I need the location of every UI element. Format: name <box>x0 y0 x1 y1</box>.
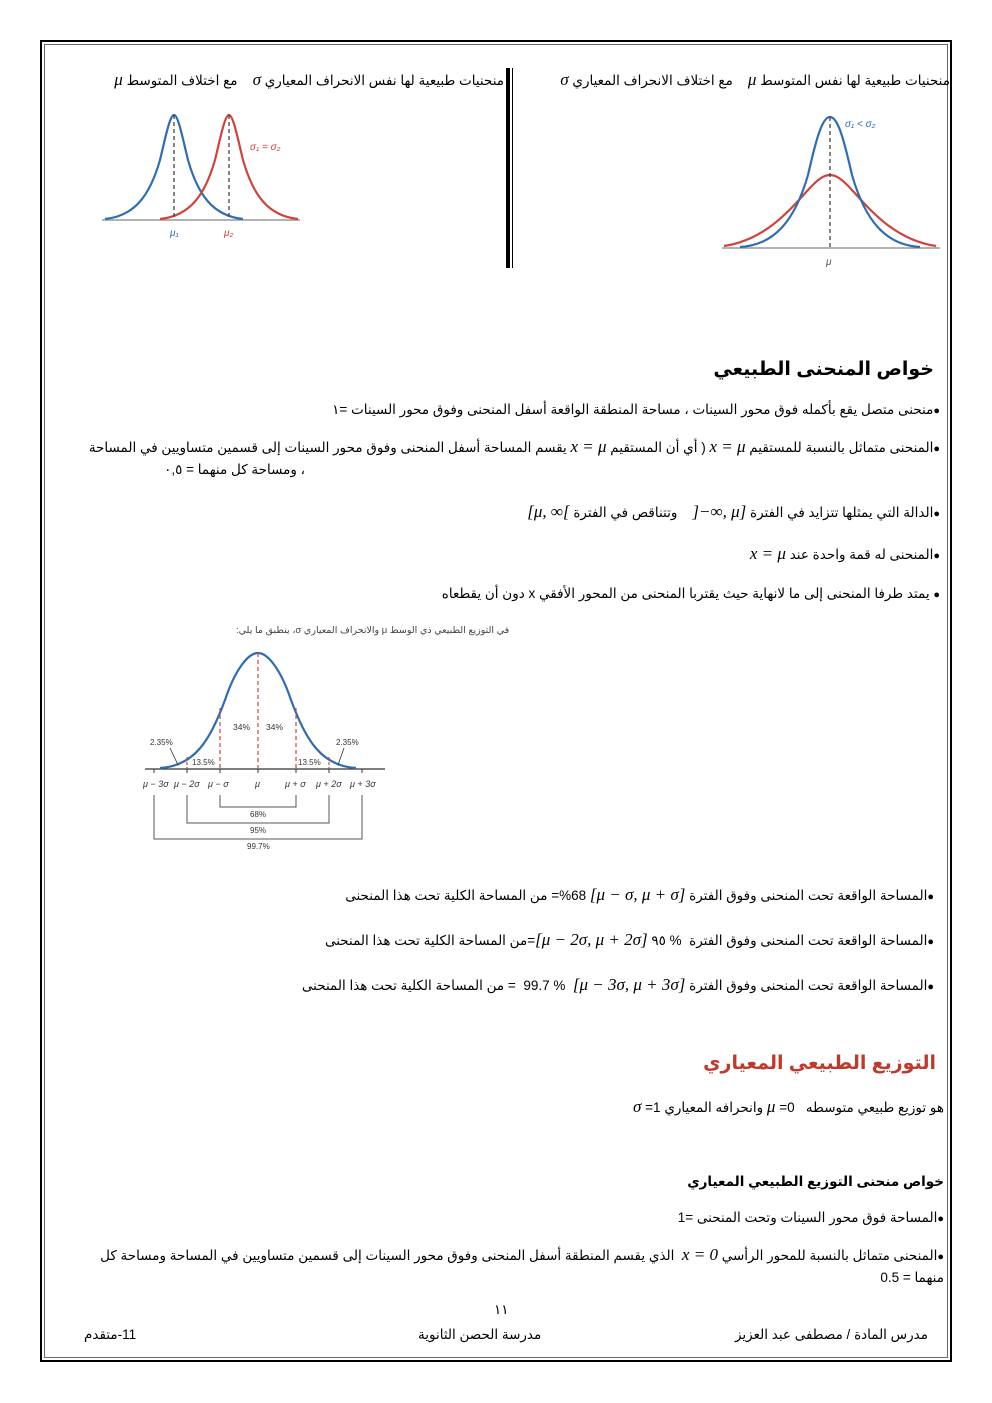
area-statement-2 <box>325 930 934 950</box>
bullet-icon: ● <box>933 443 940 455</box>
footer-teacher: مدرس المادة / مصطفى عبد العزيز <box>734 1327 928 1342</box>
pct-mid-left: 13.5% <box>192 758 215 767</box>
property-text: المنحنى متماثل بالنسبة للمحور الرأسي <box>721 1248 938 1263</box>
area-text: =من المساحة الكلية تحت هذا المنحنى <box>324 933 536 948</box>
area-text: المساحة الواقعة تحت المنحنى وفوق الفترة <box>689 978 928 993</box>
definition-text: هو توزيع طبيعي متوسطه <box>805 1100 944 1115</box>
column-divider-thin <box>512 68 513 268</box>
pct-center-left: 34% <box>233 722 251 732</box>
area-text: = من المساحة الكلية تحت هذا المنحنى <box>301 978 516 993</box>
same-mean-chart <box>720 105 942 270</box>
mu-symbol: μ <box>114 70 123 89</box>
bracket-68-label: 68% <box>250 810 267 819</box>
tail-pointer-right <box>338 748 344 765</box>
property-text: يقسم المساحة أسفل المنحنى وفوق محور السينات إلى قسمين متساويين في المساحة <box>88 440 567 455</box>
interval: ]−∞, μ] <box>692 502 747 521</box>
mu2-label: μ₂ <box>224 228 234 239</box>
sigma-equal-label: σ₁ = σ₂ <box>250 142 281 153</box>
tick-label: μ − 2σ <box>174 779 200 789</box>
property-item <box>442 586 940 602</box>
property-text: الذي يقسم المنطقة أسفل المنحنى وفوق محور السينات إلى قسمين متساويين في المساحة ومساحة كل <box>100 1248 675 1263</box>
area-text: المساحة الواقعة تحت المنحنى وفوق الفترة <box>689 888 928 903</box>
area-text: المساحة الواقعة تحت المنحنى وفوق الفترة <box>689 933 928 948</box>
same-sigma-chart <box>100 100 310 245</box>
standard-definition <box>633 1097 944 1117</box>
caption-text: منحنيات طبيعية لها نفس الانحراف المعياري <box>264 73 504 88</box>
bullet-icon: ● <box>937 1251 944 1263</box>
bullet-icon: ● <box>927 981 934 993</box>
standard-property <box>678 1210 944 1226</box>
bullet-icon: ● <box>933 508 940 520</box>
property-text: الدالة التي يمثلها تتزايد في الفترة <box>750 505 934 520</box>
footer-school: مدرسة الحصن الثانوية <box>418 1327 542 1342</box>
equation: x = μ <box>709 437 746 456</box>
property-item-continued: ، ومساحة كل منهما = ٠,٥ <box>164 462 305 477</box>
property-text: منحنى متصل يقع بأكمله فوق محور السينات ، مساحة المنطقة الواقعة أسفل المنحنى وفوق محور السينات =١ <box>332 402 934 417</box>
area-text: 68%= من المساحة الكلية تحت هذا المنحنى <box>345 888 587 903</box>
caption-text: منحنيات طبيعية لها نفس المتوسط <box>760 73 950 88</box>
equation: x = 0 <box>681 1245 718 1264</box>
mu-symbol: μ <box>766 1097 776 1116</box>
bracket-68 <box>220 795 296 807</box>
property-text: المساحة فوق محور السينات وتحت المنحنى =1 <box>677 1210 938 1225</box>
property-text: وتتناقص في الفترة <box>573 505 678 520</box>
sigma-symbol: σ <box>632 1097 642 1116</box>
property-text: ( أي أن المستقيم <box>610 440 706 455</box>
column-divider <box>506 68 510 268</box>
page-number: ١١ <box>494 1302 509 1317</box>
tick-label: μ − 3σ <box>143 779 169 789</box>
property-item <box>527 502 940 522</box>
left-top-caption <box>114 70 504 90</box>
interval: [μ, ∞[ <box>527 502 570 521</box>
bullet-icon: ● <box>927 936 934 948</box>
right-top-caption <box>560 70 950 90</box>
bullet-icon: ● <box>937 1213 944 1225</box>
property-text: المنحنى متماثل بالنسبة للمستقيم <box>749 440 934 455</box>
property-item <box>89 437 940 457</box>
tick-label: μ + σ <box>285 779 306 789</box>
sigma-symbol: σ <box>252 70 261 89</box>
area-statement-3 <box>302 975 934 995</box>
property-text: المنحنى له قمة واحدة عند <box>789 547 934 562</box>
percentage: % ٩٥ <box>651 933 682 948</box>
percentage: % 99.7 <box>523 978 566 993</box>
bullet-icon: ● <box>933 405 940 417</box>
standard-props-title: خواص منحنى التوزيع الطبيعي المعياري <box>687 1174 944 1189</box>
sigma-symbol: σ <box>560 70 569 89</box>
caption-text: مع اختلاف الانحراف المعياري <box>572 73 733 88</box>
tick-label: μ + 2σ <box>316 779 342 789</box>
pct-center-right: 34% <box>266 722 284 732</box>
mu-symbol: μ <box>747 70 757 89</box>
empirical-rule-chart <box>140 645 390 860</box>
bullet-icon: ● <box>927 891 934 903</box>
bracket-99-7-label: 99.7% <box>247 842 270 851</box>
pct-tail-left: 2.35% <box>150 738 173 747</box>
footer-grade: 11-متقدم <box>84 1327 137 1342</box>
tick-label: μ + 3σ <box>350 779 376 789</box>
standard-section-title: التوزيع الطبيعي المعياري <box>703 1053 936 1074</box>
section-title: خواص المنحنى الطبيعي <box>713 359 934 380</box>
pct-tail-right: 2.35% <box>336 738 359 747</box>
standard-property <box>100 1245 944 1265</box>
tick-label: μ − σ <box>208 779 229 789</box>
equation: x = μ <box>749 544 786 563</box>
definition-text: =0 وانحرافه المعياري <box>664 1100 795 1115</box>
tick-label: μ <box>255 779 260 789</box>
bullet-icon: ● <box>933 550 940 562</box>
property-item <box>332 402 940 418</box>
property-item <box>750 544 940 564</box>
equation: x = μ <box>570 437 607 456</box>
interval: [μ − 3σ, μ + 3σ] <box>572 975 686 994</box>
bracket-95-label: 95% <box>250 826 267 835</box>
interval: [μ − σ, μ + σ] <box>589 885 686 904</box>
sigma-less-label: σ₁ < σ₂ <box>845 119 876 130</box>
pct-mid-right: 13.5% <box>298 758 321 767</box>
area-statement-1 <box>345 885 934 905</box>
bullet-icon: ● <box>933 589 940 601</box>
rule-chart-caption: في التوزيع الطبيعي ذي الوسط μ والانحراف المعياري σ، ينطبق ما يلي: <box>236 625 510 636</box>
mu-label: μ <box>826 257 832 268</box>
interval: [μ − 2σ, μ + 2σ] <box>535 930 648 949</box>
definition-text: =1 <box>645 1100 661 1115</box>
caption-text: مع اختلاف المتوسط <box>126 73 238 88</box>
mu1-label: μ₁ <box>170 228 179 239</box>
property-text: يمتد طرفا المنحنى إلى ما لانهاية حيث يقتربا المنحنى من المحور الأفقي x دون أن يقطعاه <box>441 586 930 601</box>
standard-property-continued: منهما = 0.5 <box>880 1270 944 1285</box>
tail-pointer-left <box>170 748 178 765</box>
